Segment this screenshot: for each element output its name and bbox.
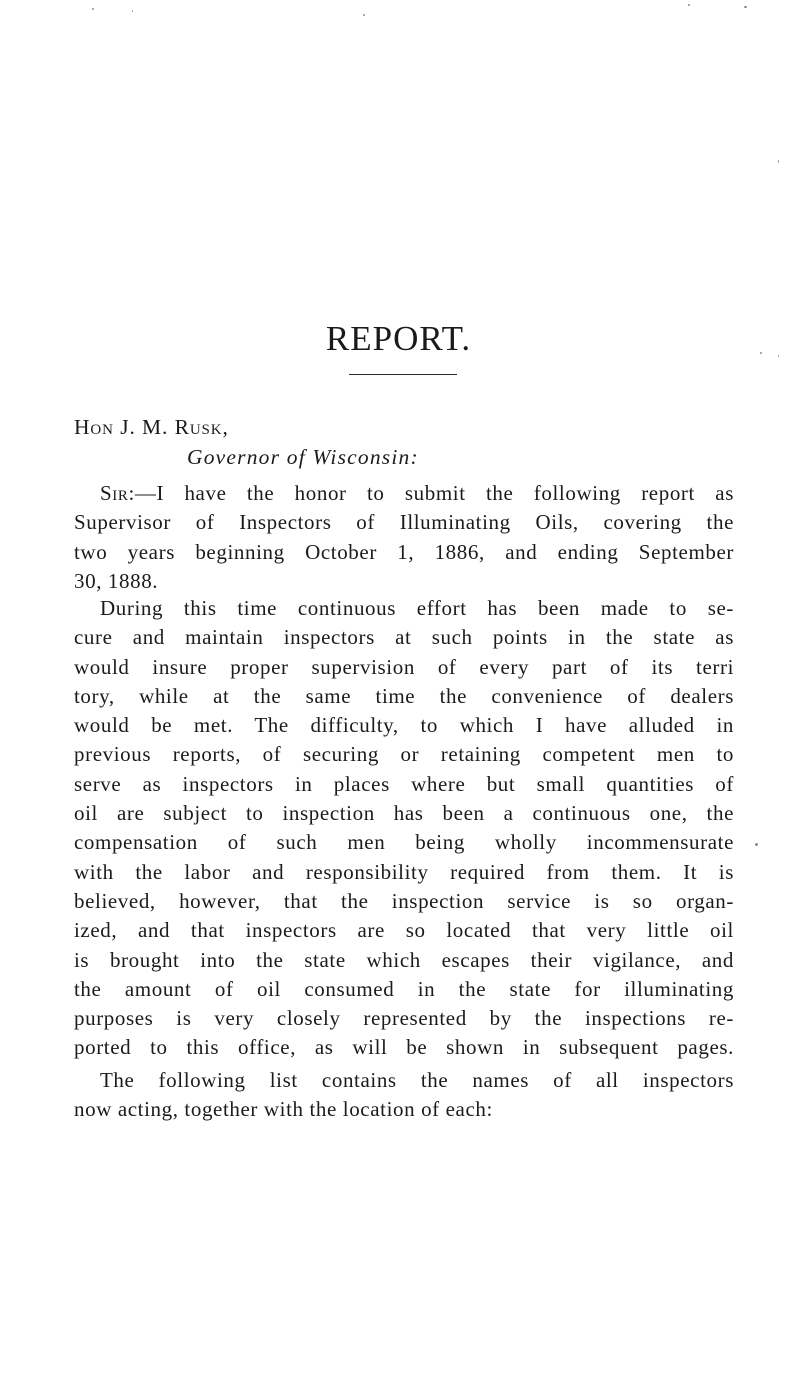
paragraph-line: previous reports, of securing or retaining competent men to	[74, 742, 734, 767]
paragraph-line: would insure proper supervision of every part of its terri	[74, 654, 734, 679]
paragraph-line: oil are subject to inspection has been a continuous one, the	[74, 801, 734, 826]
paragraph-1	[74, 479, 734, 596]
paragraph-line: would be met. The difficulty, to which I have alluded in	[74, 713, 734, 738]
paragraph-line: ized, and that inspectors are so located that very little oil	[74, 918, 734, 943]
paragraph-line: the amount of oil consumed in the state for illuminating	[74, 976, 734, 1001]
paragraph-line: During this time continuous effort has been made to se-	[100, 596, 734, 620]
paragraph-line: with the labor and responsibility required from them. It is	[74, 859, 734, 884]
addressee-honorific: Hon	[74, 415, 114, 439]
paragraph-line: cure and maintain inspectors at such points in the state as	[74, 625, 734, 650]
paragraph-line: two years beginning October 1, 1886, and ending September	[74, 539, 734, 564]
addressee-name	[74, 413, 229, 442]
paragraph-line: now acting, together with the location of each:	[74, 1097, 493, 1122]
paragraph-line: Sir:—I have the honor to submit the following report as	[100, 481, 734, 505]
paragraph-line: serve as inspectors in places where but small quantities of	[74, 771, 734, 796]
addressee-initials: J. M.	[120, 415, 175, 439]
salutation: Sir:	[100, 481, 135, 505]
paragraph-line: believed, however, that the inspection service is so organ-	[74, 888, 734, 913]
paragraph-line: compensation of such men being wholly incommensurate	[74, 830, 734, 855]
paragraph-line: is brought into the state which escapes their vigilance, and	[74, 947, 734, 972]
paragraph-2	[74, 594, 734, 1063]
title-divider	[349, 374, 457, 375]
paragraph-line: The following list contains the names of all inspectors	[100, 1068, 734, 1092]
paragraph-line: purposes is very closely represented by the inspections re-	[74, 1006, 734, 1031]
paragraph-line: tory, while at the same time the convenience of dealers	[74, 683, 734, 708]
paragraph-line: ported to this office, as will be shown in subsequent pages.	[74, 1035, 734, 1060]
paragraph-3	[74, 1066, 734, 1125]
paragraph-line: Supervisor of Inspectors of Illuminating Oils, covering the	[74, 510, 734, 535]
addressee-office: Governor of Wisconsin:	[187, 445, 419, 469]
addressee-surname: Rusk,	[174, 415, 229, 439]
page-title: REPORT.	[325, 319, 472, 359]
paragraph-line: 30, 1888.	[74, 568, 159, 593]
